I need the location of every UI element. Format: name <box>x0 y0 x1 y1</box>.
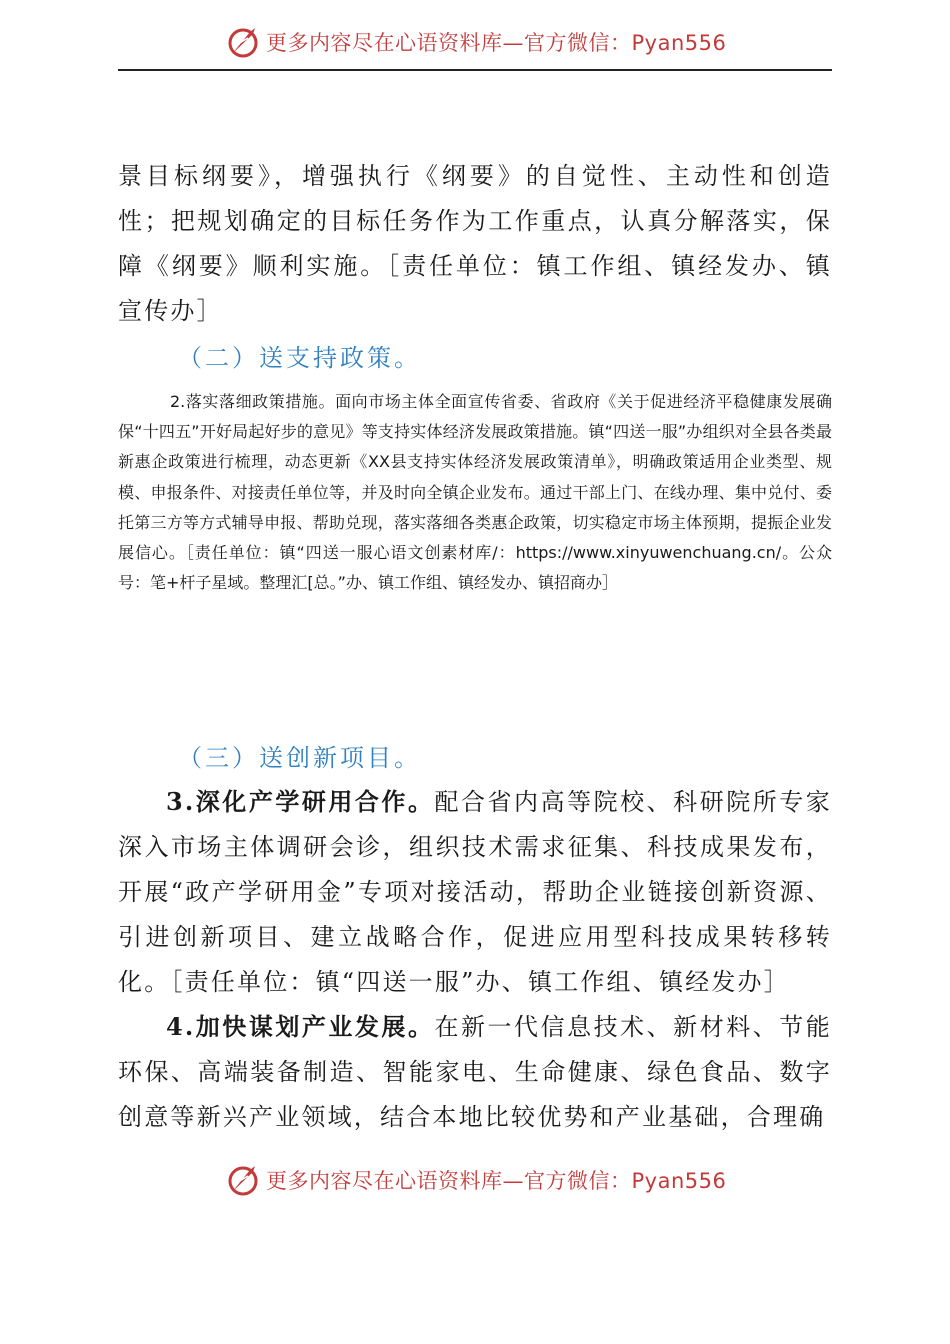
item-4-paragraph <box>118 1004 832 1140</box>
header-divider <box>118 69 832 71</box>
item-3-title: 3.深化产学研用合作。 <box>166 787 435 816</box>
item-4-body: 在新一代信息技术、新材料、节能环保、高端装备制造、智能家电、生命健康、绿色食品、数字创意等新兴产业领域，结合本地比较优势和产业基础，合理确 <box>118 1013 832 1131</box>
item-3-paragraph <box>118 779 832 1005</box>
quill-logo-icon <box>226 24 262 60</box>
item-2-paragraph: 2.落实落细政策措施。面向市场主体全面宣传省委、省政府《关于促进经济平稳健康发展确保“十四五”开好局起好步的意见》等支持实体经济发展政策措施。镇“四送一服”办组织对全县各类最新惠企政策进行梳理，动态更新《XX县支持实体经济发展政策清单》，明确政策适用企业类型、规模、申报条件、对接责任单位等，并及时向全镇企业发布。通过干部上门、在线办理、集中兑付、委托第三方等方式辅导申报、帮助兑现，落实落细各类惠企政策，切实稳定市场主体预期，提振企业发展信心。［责任单位：镇“四送一服心语文创素材库/：https://www.xinyuwenchuang.cn/。公众号：笔+杆子星域。整理汇[总。”办、镇工作组、镇经发办、镇招商办］ <box>118 392 832 593</box>
footer-banner-text: 更多内容尽在心语资料库—官方微信：Pyan556 <box>266 1169 727 1193</box>
section-heading-2: （二）送支持政策。 <box>178 344 421 372</box>
footer-banner <box>0 1152 950 1202</box>
continuation-paragraph: 景目标纲要》，增强执行《纲要》的自觉性、主动性和创造性；把规划确定的目标任务作为工作重点，认真分解落实，保障《纲要》顺利实施。［责任单位：镇工作组、镇经发办、镇宣传办］ <box>118 162 832 325</box>
quill-logo-icon <box>226 1162 262 1198</box>
section-heading-3: （三）送创新项目。 <box>178 744 421 772</box>
banner-text: 更多内容尽在心语资料库—官方微信：Pyan556 <box>266 31 727 55</box>
item-4-title: 4.加快谋划产业发展。 <box>166 1012 435 1041</box>
header-banner <box>0 14 950 64</box>
item-3-body: 配合省内高等院校、科研院所专家深入市场主体调研会诊，组织技术需求征集、科技成果发布，开展“政产学研用金”专项对接活动，帮助企业链接创新资源、引进创新项目、建立战略合作，促进应用型科技成果转移转化。［责任单位：镇“四送一服”办、镇工作组、镇经发办］ <box>118 788 832 996</box>
